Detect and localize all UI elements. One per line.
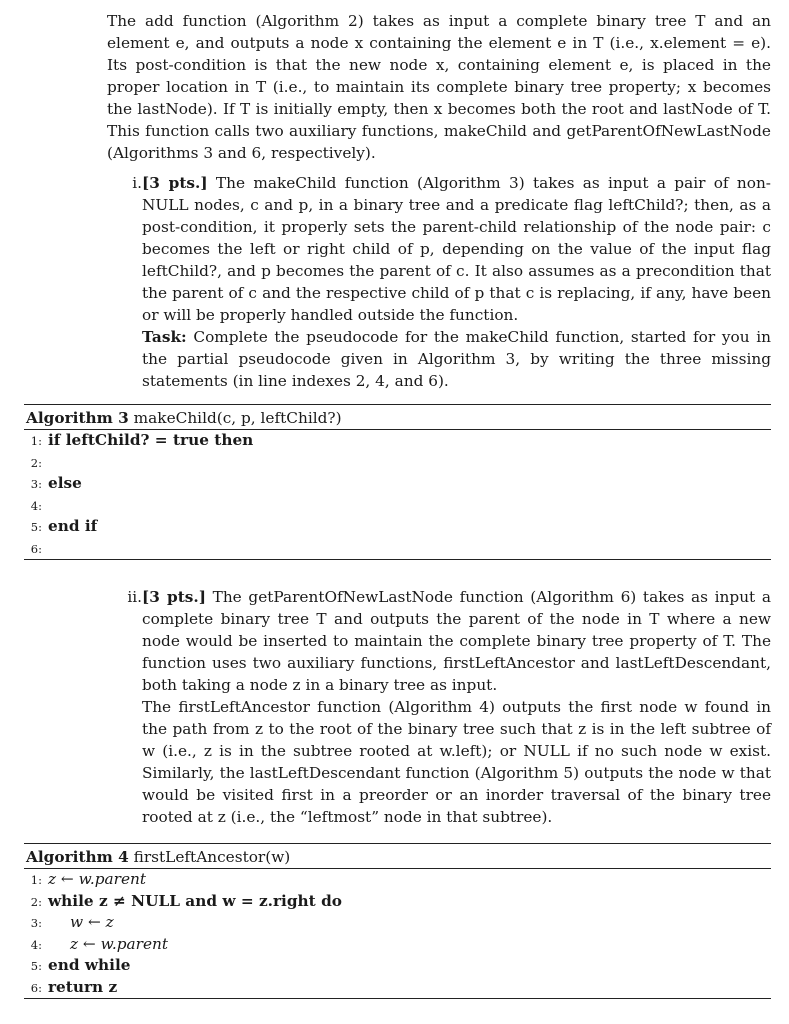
line-number: 6:	[30, 541, 42, 556]
item-ii-text: The getParentOfNewLastNode function (Algorithm 6) takes as input a complete binary tree T and outputs the parent of the node in T where a new node would be inserted to maintain the complete binary tree property of T. The function uses two auxiliary functions, firstLeftAncestor and lastLeftDescendant, both taking a node z in a binary tree as input.	[142, 588, 771, 694]
algo4-title-signature: firstLeftAncestor(w)	[133, 848, 291, 866]
line-text: z ← w.parent	[70, 934, 169, 953]
item-ii-text2: The firstLeftAncestor function (Algorithm 4) outputs the first node w found in the path from z to the root of the binary tree such that z is in the left subtree of w (i.e., z is in the subtree rooted at w.left); or NULL if no such node w exist. Similarly, the lastLeftDescendant function (Algorithm 5) outputs the node w that would be visited first in a preorder or an inorder traversal of the binary tree rooted at z (i.e., the “leftmost” node in that subtree).	[142, 698, 771, 826]
line-number: 2:	[30, 894, 42, 909]
algo4-title-label: Algorithm 4	[26, 848, 129, 866]
algorithm-4	[24, 843, 771, 999]
line-number: 1:	[30, 873, 42, 887]
algo4-line	[24, 891, 771, 913]
line-text: end if	[48, 517, 98, 535]
line-text: return z	[48, 977, 118, 996]
task-label: Task:	[142, 328, 187, 346]
line-text: end while	[48, 956, 131, 974]
algo4-bottom-rule	[24, 998, 771, 999]
algorithm-3	[24, 404, 771, 560]
algo3-line	[24, 538, 771, 560]
line-number: 6:	[30, 980, 42, 995]
line-text: z ← w.parent	[48, 870, 147, 888]
item-i-text: The makeChild function (Algorithm 3) takes as input a pair of non-NULL nodes, c and p, in a binary tree and a predicate flag leftChild?; then, as a post-condition, it properly sets the parent-child relationship of the node pair: c becomes the left or right child of p, depending on the value of the input flag leftChild?, and p becomes the parent of c. It also assumes as a precondition that the parent of c and the respective child of p that c is replacing, if any, have been or will be properly handled outside the function.	[142, 174, 771, 324]
algo4-line	[24, 934, 771, 956]
item-i-label: i.	[132, 174, 142, 192]
item-ii-body	[142, 586, 771, 828]
item-ii-points: [3 pts.]	[142, 588, 206, 606]
line-number: 1:	[30, 434, 42, 448]
line-text: if leftChild? = true then	[48, 431, 254, 449]
algo3-bottom-rule	[24, 559, 771, 560]
algo3-line	[24, 473, 771, 495]
line-text: while z ≠ NULL and w = z.right do	[48, 891, 342, 910]
algo4-line	[24, 977, 771, 999]
line-text: else	[48, 474, 82, 492]
item-i	[108, 172, 771, 392]
line-number: 5:	[30, 520, 42, 534]
task-text: Complete the pseudocode for the makeChild function, started for you in the partial pseudocode given in Algorithm 3, by writing the three missing statements (in line indexes 2, 4, and 6).	[142, 328, 771, 390]
line-number: 2:	[30, 455, 42, 470]
line-number: 3:	[30, 916, 42, 930]
item-ii-label: ii.	[127, 588, 142, 606]
line-number: 4:	[30, 498, 42, 513]
intro-paragraph: The add function (Algorithm 2) takes as input a complete binary tree T and an element e, and outputs a node x containing the element e in T (i.e., x.element = e). Its post-condition is that the new node x, containing element e, is placed in the proper location in T (i.e., to maintain its complete binary tree property; x becomes the lastNode). If T is initially empty, then x becomes both the root and lastNode of T. This function calls two auxiliary functions, makeChild and getParentOfNewLastNode (Algorithms 3 and 6, respectively).	[107, 12, 771, 162]
algo3-title-signature: makeChild(c, p, leftChild?)	[133, 409, 342, 427]
algo3-line	[24, 430, 771, 452]
algo4-line	[24, 955, 771, 977]
algo3-line	[24, 495, 771, 517]
item-i-body	[142, 172, 771, 392]
line-number: 4:	[30, 937, 42, 952]
line-text: w ← z	[70, 913, 114, 931]
item-i-points: [3 pts.]	[142, 174, 208, 192]
line-number: 5:	[30, 959, 42, 973]
algo4-line	[24, 912, 771, 934]
algo3-line	[24, 516, 771, 538]
item-ii	[108, 586, 771, 828]
algo4-title	[24, 844, 771, 868]
algo4-line	[24, 869, 771, 891]
algo3-line	[24, 452, 771, 474]
algo3-title	[24, 405, 771, 429]
line-number: 3:	[30, 477, 42, 491]
algo3-title-label: Algorithm 3	[26, 409, 129, 427]
